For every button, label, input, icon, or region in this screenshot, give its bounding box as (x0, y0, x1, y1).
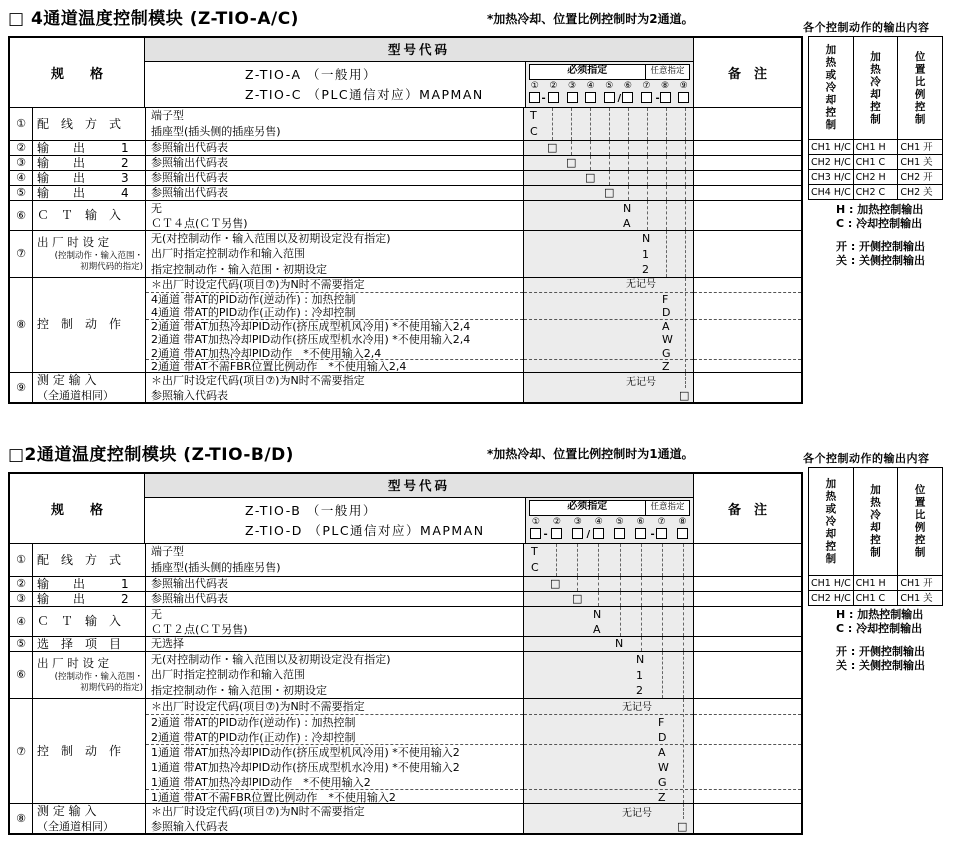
leader-dash (683, 637, 684, 651)
remarks-cell (693, 652, 801, 698)
leader-dash (685, 201, 686, 230)
model-code-header: 型号代码 (145, 38, 693, 62)
code-box (530, 528, 541, 539)
spec-header-cell: 规 格 (10, 474, 145, 543)
code-box (567, 92, 578, 103)
leader-dash (628, 141, 629, 155)
leader-dash (590, 156, 591, 170)
leader-dash (609, 141, 610, 155)
designation-bar (529, 64, 691, 80)
table-row-output4 (10, 185, 801, 200)
table-row-output2 (10, 155, 801, 170)
table-row-ct-input (10, 200, 801, 230)
code-digit-header (525, 62, 694, 107)
table-row-output1 (10, 140, 801, 155)
row-number: ⑧ (16, 812, 26, 825)
digit-boxes (526, 528, 694, 539)
code-cell: □ (523, 577, 693, 591)
leader-dash (609, 156, 610, 170)
code-cell: □ (523, 186, 693, 200)
spec-options: 无选择 (145, 637, 523, 651)
leader-dash (609, 108, 610, 140)
spec-options: ＊出厂时设定代码(项目⑦)为N时不需要指定 2通道 带AT的PID动作(逆动作) : 加热控制 2通道 带AT的PID动作(正动作) : 冷却控制 1通道 带AT加热冷却PID动作(挤压成型机风冷用) *不使用输入2 1通道 带AT加热冷却PID动作(挤压成型机水冷用) *不使用输入2 1通道 带AT加热冷却PID动作 *不使用输入2 1通道 带AT不需FBR位置比例动作 *不使用输入2 (145, 699, 523, 803)
code-cell: T C (523, 108, 693, 140)
spec-name: 出 厂 时 设 定 (控制动作・输入范围・ 初期代码的指定) (32, 652, 145, 698)
code-box (641, 92, 652, 103)
spec-options: ＊出厂时设定代码(项目⑦)为N时不需要指定 4通道 带AT的PID动作(逆动作) : 加热控制 4通道 带AT的PID动作(正动作) : 冷却控制 2通道 带AT加热冷却PID动作(挤压成型机风冷用) *不使用输入2,4 2通道 带AT加热冷却PID动作(挤压成型机水冷用) *不使用输入2,4 2通道 带AT加热冷却PID动作 *不使用输入2,4 2通道 带AT不需FBR位置比例动作 *不使用输入2,4 (145, 278, 523, 372)
code-box (678, 92, 689, 103)
row-number: ③ (16, 592, 26, 605)
spec-options: 无(对控制动作・输入范围以及初期设定没有指定) 出厂时指定控制动作和输入范围 指定控制动作・输入范围・初期设定 (145, 652, 523, 698)
col-position-proportional: 位置比例控制 (897, 37, 942, 139)
remarks-cell (693, 156, 801, 170)
leader-dash (641, 577, 642, 591)
spec-name: 控 制 动 作 (32, 699, 145, 803)
leader-dash (683, 592, 684, 606)
leader-dash (647, 156, 648, 170)
leader-dash (577, 544, 578, 576)
panel-row: CH2 H/C CH1 C CH1 关 (809, 154, 942, 169)
table-row-ct-input (10, 606, 801, 636)
code-cell: 无记号 □ (523, 373, 693, 402)
code-cell: 无记号 F D A W G Z (523, 699, 693, 803)
leader-dash (662, 637, 663, 651)
spec-options: 端子型 插座型(插头侧的插座另售) (145, 108, 523, 140)
code-cell: N A (523, 201, 693, 230)
spec-name: Ｃ Ｔ 输 入 (32, 201, 145, 230)
model-code-table-4ch (8, 36, 803, 404)
spec-name: 配 线 方 式 (32, 544, 145, 576)
leader-dash (666, 186, 667, 200)
code-cell: N A (523, 607, 693, 636)
panel-row: CH1 H/C CH1 H CH1 开 (809, 139, 942, 154)
table-row-control-action (10, 698, 801, 803)
code-digit-header (525, 498, 694, 543)
spec-name: 选 择 项 目 (32, 637, 145, 651)
panel-row: CH4 H/C CH2 C CH2 关 (809, 184, 942, 199)
spec-name: 输 出 2 (32, 156, 145, 170)
panel-row: CH2 H/C CH1 C CH1 关 (809, 590, 942, 605)
leader-dash (598, 544, 599, 576)
code-box (614, 528, 625, 539)
remarks-cell (693, 577, 801, 591)
spec-options: 参照输出代码表 (145, 141, 523, 155)
spec-options: 无 ＣＴ２点(ＣＴ另售) (145, 607, 523, 636)
table-row-output1 (10, 576, 801, 591)
code-box (656, 528, 667, 539)
code-cell: □ (523, 592, 693, 606)
spec-name: 输 出 4 (32, 186, 145, 200)
spec-options: 无 ＣＴ４点(ＣＴ另售) (145, 201, 523, 230)
leader-dash (666, 171, 667, 185)
leader-dash (598, 577, 599, 591)
row-number: ② (16, 577, 26, 590)
col-heat-cool: 加热冷却控制 (853, 37, 898, 139)
model-name-b: Z-TIO-B （一般用） (245, 503, 377, 518)
code-box (677, 528, 688, 539)
leader-dash (598, 592, 599, 606)
leader-dash (647, 108, 648, 140)
model-name-a: Z-TIO-A （一般用） (245, 67, 377, 82)
code-box (660, 92, 671, 103)
row-number: ⑦ (16, 247, 26, 261)
table-row-wiring (10, 108, 801, 140)
leader-dash (641, 592, 642, 606)
spec-name: 测 定 输 入 （全通道相同） (32, 804, 145, 833)
remarks-cell (693, 278, 801, 372)
col-heat-or-cool: 加热或冷却控制 (824, 477, 837, 566)
row-number: ④ (16, 171, 26, 184)
code-box (585, 92, 596, 103)
table-row-wiring (10, 544, 801, 576)
leader-dash (647, 141, 648, 155)
leader-dash (552, 108, 553, 140)
code-cell: □ (523, 156, 693, 170)
row-number: ③ (16, 156, 26, 169)
row-number: ① (16, 117, 26, 130)
leader-dash (628, 186, 629, 200)
hyphen-separator: - (650, 529, 655, 540)
model-names (145, 498, 525, 543)
output-content-panel-2 (808, 467, 943, 606)
code-box (551, 528, 562, 539)
leader-dash (628, 108, 629, 140)
remarks-cell (693, 231, 801, 277)
remarks-header: 备 注 (693, 474, 801, 543)
code-box (635, 528, 646, 539)
leader-dash (556, 544, 557, 576)
code-cell: 无记号 F D A W G Z (523, 278, 693, 372)
hyphen-separator: - (543, 529, 548, 540)
leader-dash (683, 544, 684, 576)
no-mark-label: 无记号 (622, 808, 652, 819)
required-label: 必须指定 (567, 65, 608, 76)
remarks-header: 备 注 (693, 38, 801, 107)
panel-header (809, 37, 942, 139)
code-cell: N (523, 637, 693, 651)
channel-note-4ch: *加热冷却、位置比例控制时为2通道。 (487, 12, 694, 26)
remarks-cell (693, 592, 801, 606)
row-number: ⑧ (16, 318, 26, 332)
leader-dash (662, 577, 663, 591)
panel-header (809, 468, 942, 575)
leader-dash (666, 231, 667, 277)
col-heat-cool: 加热冷却控制 (853, 468, 898, 575)
output-content-panel-1 (808, 36, 943, 200)
leader-dash (685, 108, 686, 140)
leader-dash (571, 108, 572, 140)
table-row-factory-setting (10, 230, 801, 277)
channel-note-2ch: *加热冷却、位置比例控制时为1通道。 (487, 447, 694, 461)
slash-separator: / (586, 529, 591, 540)
spec-name: Ｃ Ｔ 输 入 (32, 607, 145, 636)
spec-name: 输 出 3 (32, 171, 145, 185)
remarks-cell (693, 186, 801, 200)
digit-numbers: ① ② ③ ④ ⑤ ⑥ ⑦ ⑧ (531, 517, 687, 527)
row-number: ⑤ (16, 637, 26, 650)
leader-dash (620, 607, 621, 636)
legend-1: H : 加热控制输出 C : 冷却控制输出 开 : 开侧控制输出 关 : 关侧控制输出 (836, 203, 926, 267)
code-cell: 无记号 □ (523, 804, 693, 833)
remarks-cell (693, 108, 801, 140)
spec-name: 输 出 2 (32, 592, 145, 606)
row-number: ⑥ (16, 209, 26, 222)
model-name-c: Z-TIO-C （PLC通信对应）MAPMAN (245, 87, 484, 102)
col-heat-or-cool: 加热或冷却控制 (824, 44, 837, 132)
digit-numbers: ① ② ③ ④ ⑤ ⑥ ⑦ ⑧ ⑨ (530, 81, 688, 91)
model-code-table-2ch (8, 472, 803, 835)
remarks-cell (693, 699, 801, 803)
leader-dash (577, 577, 578, 591)
spec-options: 参照输出代码表 (145, 171, 523, 185)
row-number: ⑦ (16, 744, 26, 758)
table-row-output2 (10, 591, 801, 606)
row-number: ⑨ (16, 381, 26, 394)
code-cell: □ (523, 141, 693, 155)
leader-dash (628, 171, 629, 185)
leader-dash (641, 637, 642, 651)
table-row-control-action (10, 277, 801, 372)
leader-dash (685, 156, 686, 170)
leader-dash (609, 171, 610, 185)
hyphen-separator: - (655, 93, 660, 104)
leader-dash (683, 804, 684, 819)
designation-bar (529, 500, 691, 516)
spec-name: 测 定 输 入 （全通道相同） (32, 373, 145, 402)
leader-dash (641, 607, 642, 636)
leader-dash (662, 544, 663, 576)
code-cell: N 1 2 (523, 652, 693, 698)
output-panel-title-2: 各个控制动作的输出内容 (803, 452, 930, 465)
panel-row: CH1 H/C CH1 H CH1 开 (809, 575, 942, 590)
leader-dash (662, 607, 663, 636)
leader-dash (620, 592, 621, 606)
code-cell: N 1 2 (523, 231, 693, 277)
leader-dash (647, 171, 648, 185)
spec-name: 输 出 1 (32, 577, 145, 591)
table-row-output3 (10, 170, 801, 185)
leader-dash (685, 231, 686, 277)
table-header (10, 38, 801, 108)
code-cell: □ (523, 171, 693, 185)
required-label: 必须指定 (567, 501, 608, 512)
remarks-cell (693, 804, 801, 833)
leader-dash (628, 156, 629, 170)
code-cell: T C (523, 544, 693, 576)
digit-boxes (526, 92, 694, 103)
model-names (145, 62, 525, 107)
spec-name: 输 出 1 (32, 141, 145, 155)
leader-dash (666, 108, 667, 140)
leader-dash (647, 201, 648, 230)
no-mark-label: 无记号 (622, 702, 652, 713)
leader-dash (666, 156, 667, 170)
spec-options: ＊出厂时设定代码(项目⑦)为N时不需要指定 参照输入代码表 (145, 804, 523, 833)
leader-dash (683, 607, 684, 636)
leader-dash (683, 577, 684, 591)
col-position-proportional: 位置比例控制 (897, 468, 942, 575)
code-box (593, 528, 604, 539)
code-box (529, 92, 540, 103)
remarks-cell (693, 373, 801, 402)
hyphen-separator: - (541, 93, 546, 104)
spec-options: 参照输出代码表 (145, 156, 523, 170)
row-number: ⑤ (16, 186, 26, 199)
leader-dash (662, 592, 663, 606)
remarks-cell (693, 544, 801, 576)
no-mark-label: 无记号 (626, 279, 656, 290)
output-panel-title-1: 各个控制动作的输出内容 (803, 21, 930, 34)
remarks-cell (693, 607, 801, 636)
spec-options: 参照输出代码表 (145, 577, 523, 591)
spec-options: ＊出厂时设定代码(项目⑦)为N时不需要指定 参照输入代码表 (145, 373, 523, 402)
table-row-measure-input (10, 372, 801, 402)
leader-dash (685, 141, 686, 155)
leader-dash (590, 108, 591, 140)
row-number: ① (16, 553, 26, 566)
leader-dash (685, 171, 686, 185)
optional-label: 任意指定 (645, 501, 689, 515)
table-row-measure-input (10, 803, 801, 833)
panel-row: CH3 H/C CH2 H CH2 开 (809, 169, 942, 184)
leader-dash (666, 201, 667, 230)
code-box (622, 92, 633, 103)
spec-name: 控 制 动 作 (32, 278, 145, 372)
table-row-factory-setting (10, 651, 801, 698)
leader-dash (647, 186, 648, 200)
remarks-cell (693, 637, 801, 651)
row-number: ④ (16, 615, 26, 628)
remarks-cell (693, 171, 801, 185)
leader-dash (641, 544, 642, 576)
section-title-4ch: □ 4通道温度控制模块 (Z-TIO-A/C) (8, 9, 299, 29)
remarks-cell (693, 201, 801, 230)
section-title-2ch: □2通道温度控制模块 (Z-TIO-B/D) (8, 445, 294, 465)
leader-dash (590, 141, 591, 155)
spec-options: 端子型 插座型(插头侧的插座另售) (145, 544, 523, 576)
leader-dash (620, 544, 621, 576)
spec-name: 配 线 方 式 (32, 108, 145, 140)
row-number: ⑥ (16, 668, 26, 682)
spec-options: 参照输出代码表 (145, 186, 523, 200)
model-code-header: 型号代码 (145, 474, 693, 498)
leader-dash (620, 577, 621, 591)
table-row-select-item (10, 636, 801, 651)
code-box (604, 92, 615, 103)
no-mark-label: 无记号 (626, 377, 656, 388)
legend-2: H : 加热控制输出 C : 冷却控制输出 开 : 开侧控制输出 关 : 关侧控制输出 (836, 608, 926, 672)
leader-dash (571, 141, 572, 155)
slash-separator: / (617, 93, 622, 104)
model-name-d: Z-TIO-D （PLC通信对应）MAPMAN (245, 523, 485, 538)
leader-dash (683, 652, 684, 698)
code-box (572, 528, 583, 539)
leader-dash (685, 186, 686, 200)
remarks-cell (693, 141, 801, 155)
row-number: ② (16, 141, 26, 154)
spec-name: 出 厂 时 设 定 (控制动作・输入范围・ 初期代码的指定) (32, 231, 145, 277)
optional-label: 任意指定 (645, 65, 689, 79)
leader-dash (685, 373, 686, 388)
leader-dash (666, 141, 667, 155)
spec-options: 无(对控制动作・输入范围以及初期设定没有指定) 出厂时指定控制动作和输入范围 指定控制动作・输入范围・初期设定 (145, 231, 523, 277)
spec-options: 参照输出代码表 (145, 592, 523, 606)
leader-dash (662, 652, 663, 698)
table-header (10, 474, 801, 544)
code-box (548, 92, 559, 103)
spec-header-cell: 规 格 (10, 38, 145, 107)
